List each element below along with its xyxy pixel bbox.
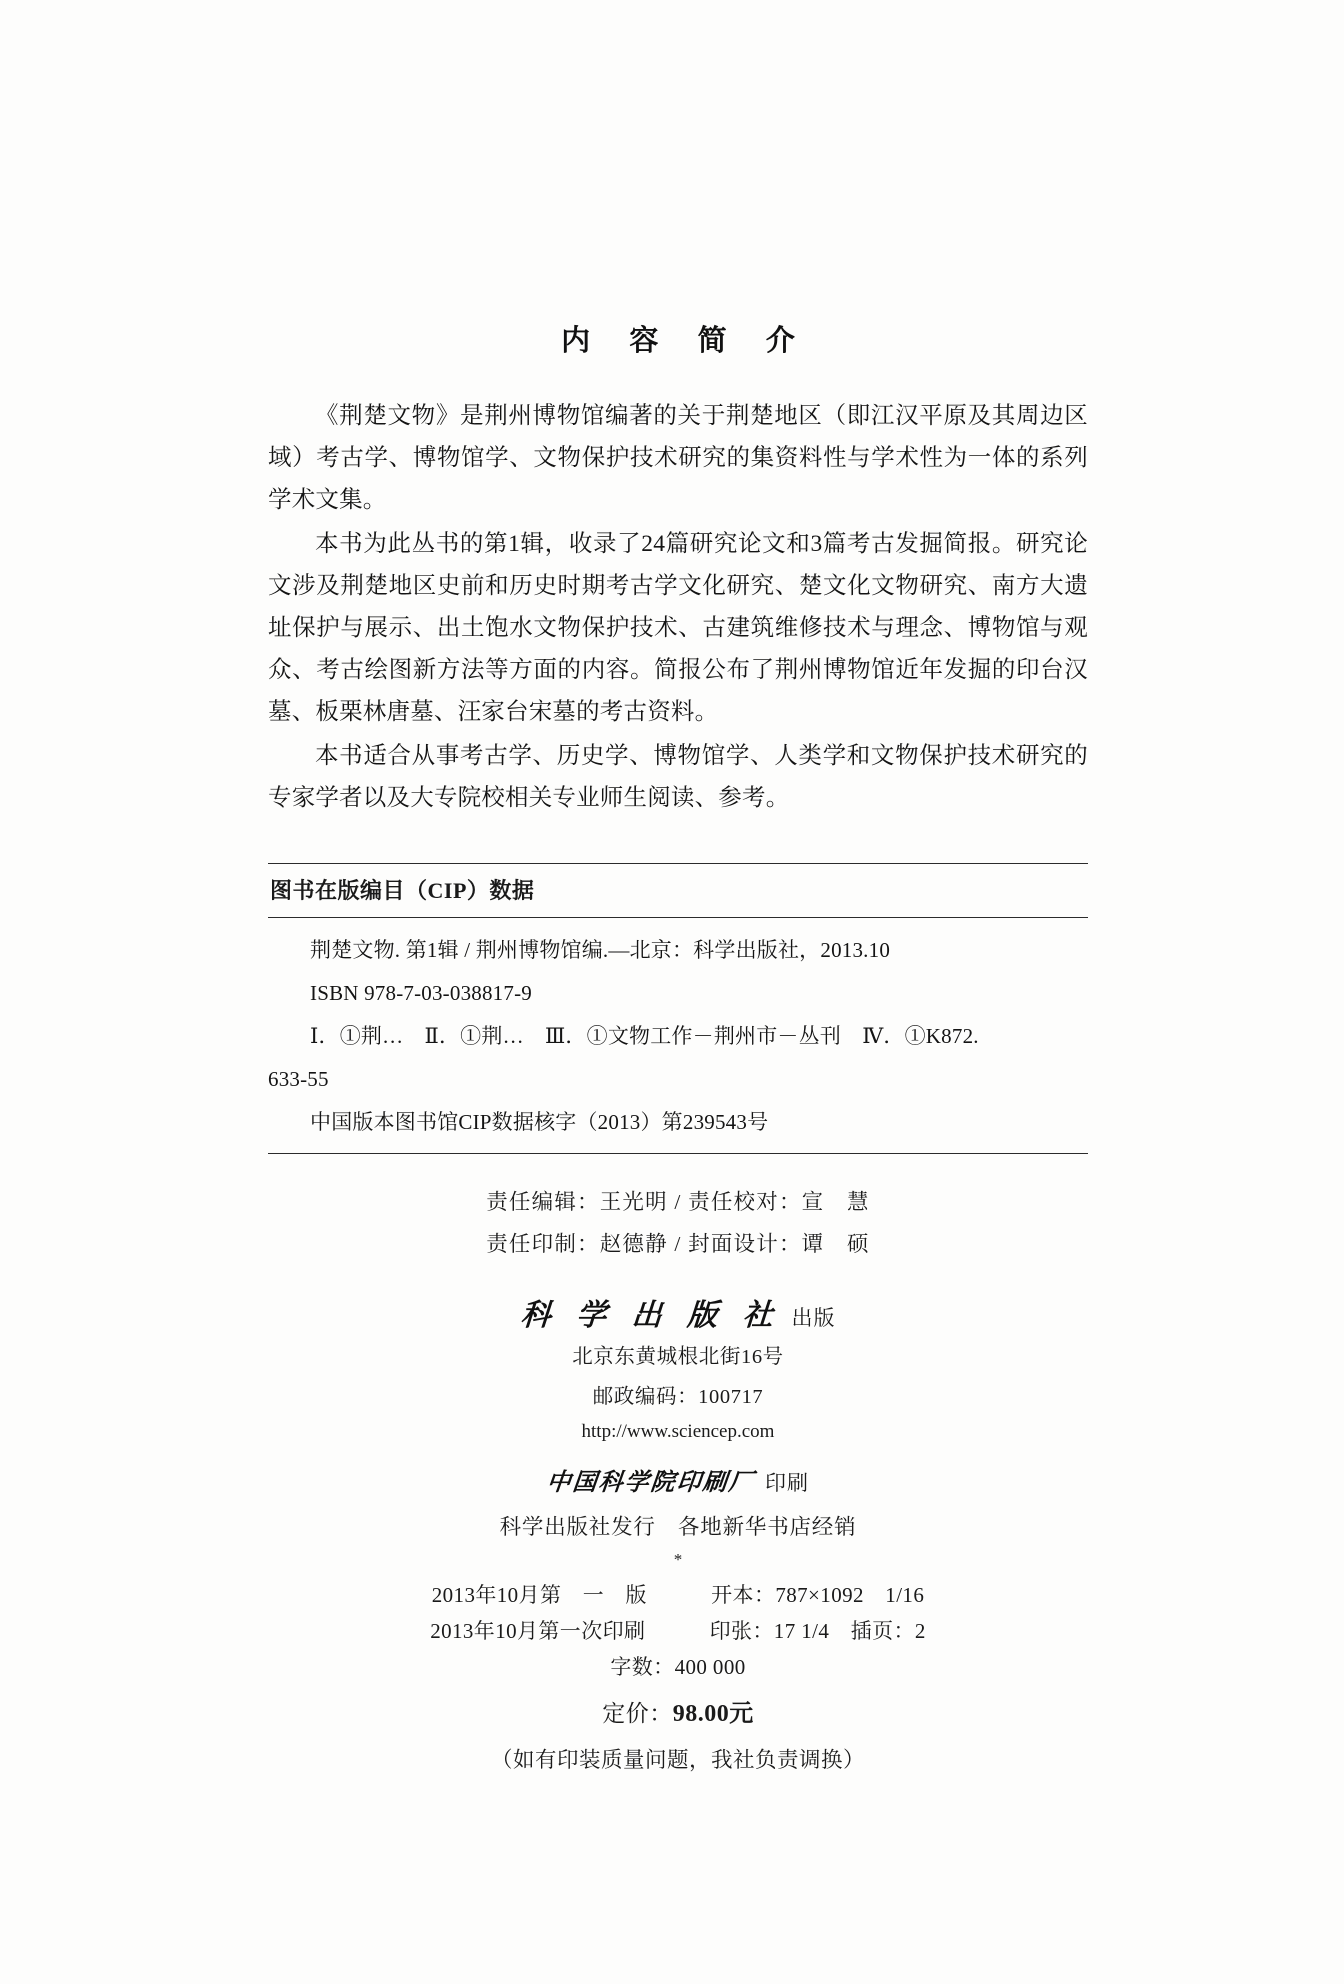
intro-paragraph-3: 本书适合从事考古学、历史学、博物馆学、人类学和文物保护技术研究的专家学者以及大专院校相关专业师生阅读、参考。 [268,743,1088,811]
price-line [268,1693,1088,1735]
science-press-logo: 科 学 出 版 社 [519,1299,783,1332]
cip-line-isbn: ISBN 978-7-03-038817-9 [310,981,532,1005]
price-label: 定价： [602,1701,673,1726]
page-title: 内 容 简 介 [561,325,811,357]
printer-suffix: 印刷 [765,1471,809,1495]
publisher-suffix: 出版 [791,1306,836,1330]
price-value: 98.00元 [672,1701,754,1727]
publisher-postcode: 邮政编码：100717 [592,1386,764,1408]
cip-line-classification: Ⅰ．①荆… Ⅱ．①荆… Ⅲ．①文物工作－荆州市－丛刊 Ⅳ．①K872. [310,1024,979,1048]
cip-line-classification-cont: 633-55 [268,1067,329,1091]
publisher-address: 北京东黄城根北街16号 [572,1346,784,1368]
printing-details [268,1577,1088,1685]
quality-notice: （如有印装质量问题，我社负责调换） [490,1748,865,1772]
credits-production: 责任印制：赵德静 / 封面设计：谭 硕 [486,1232,870,1256]
distribution-line: 科学出版社发行 各地新华书店经销 [499,1515,857,1539]
publisher-section [268,1290,1088,1571]
printing-edition-row: 2013年10月第 一 版 开本：787×1092 1/16 [431,1583,925,1607]
printer-line [268,1462,1088,1497]
cip-line-title: 荆楚文物. 第1辑 / 荆州博物馆编.—北京：科学出版社，2013.10 [310,938,891,962]
cip-bottom-rule [268,1153,1088,1154]
cip-heading: 图书在版编目（CIP）数据 [270,878,535,903]
credits-section [268,1184,1088,1262]
cip-section [268,863,1088,1154]
credits-editors: 责任编辑：王光明 / 责任校对：宣 慧 [486,1190,870,1214]
intro-paragraph-2: 本书为此丛书的第1辑，收录了24篇研究论文和3篇考古发掘简报。研究论文涉及荆楚地区史前和历史时期考古学文化研究、楚文化文物研究、南方大遗址保护与展示、出土饱水文物保护技术、古建筑维修技术与理念、博物馆与观众、考古绘图新方法等方面的内容。简报公布了荆州博物馆近年发掘的印台汉墓、板栗林唐墓、汪家台宋墓的考古资料。 [268,531,1088,725]
publisher-website: http://www.sciencep.com [581,1421,775,1442]
printing-impression-row: 2013年10月第一次印刷 印张：17 1/4 插页：2 [430,1619,926,1643]
separator-asterisk: * [673,1550,683,1569]
printer-logo: 中国科学院印刷厂 [545,1470,756,1496]
cip-line-registry: 中国版本图书馆CIP数据核字（2013）第239543号 [310,1110,769,1134]
publisher-name-line [268,1290,1088,1334]
page-content [268,318,1088,1779]
cip-body [268,918,1088,1153]
printing-wordcount-row: 字数：400 000 [610,1655,746,1679]
intro-section [268,395,1088,819]
intro-paragraph-1: 《荆楚文物》是荆州博物馆编著的关于荆楚地区（即江汉平原及其周边区域）考古学、博物馆学、文物保护技术研究的集资料性与学术性为一体的系列学术文集。 [268,403,1088,513]
